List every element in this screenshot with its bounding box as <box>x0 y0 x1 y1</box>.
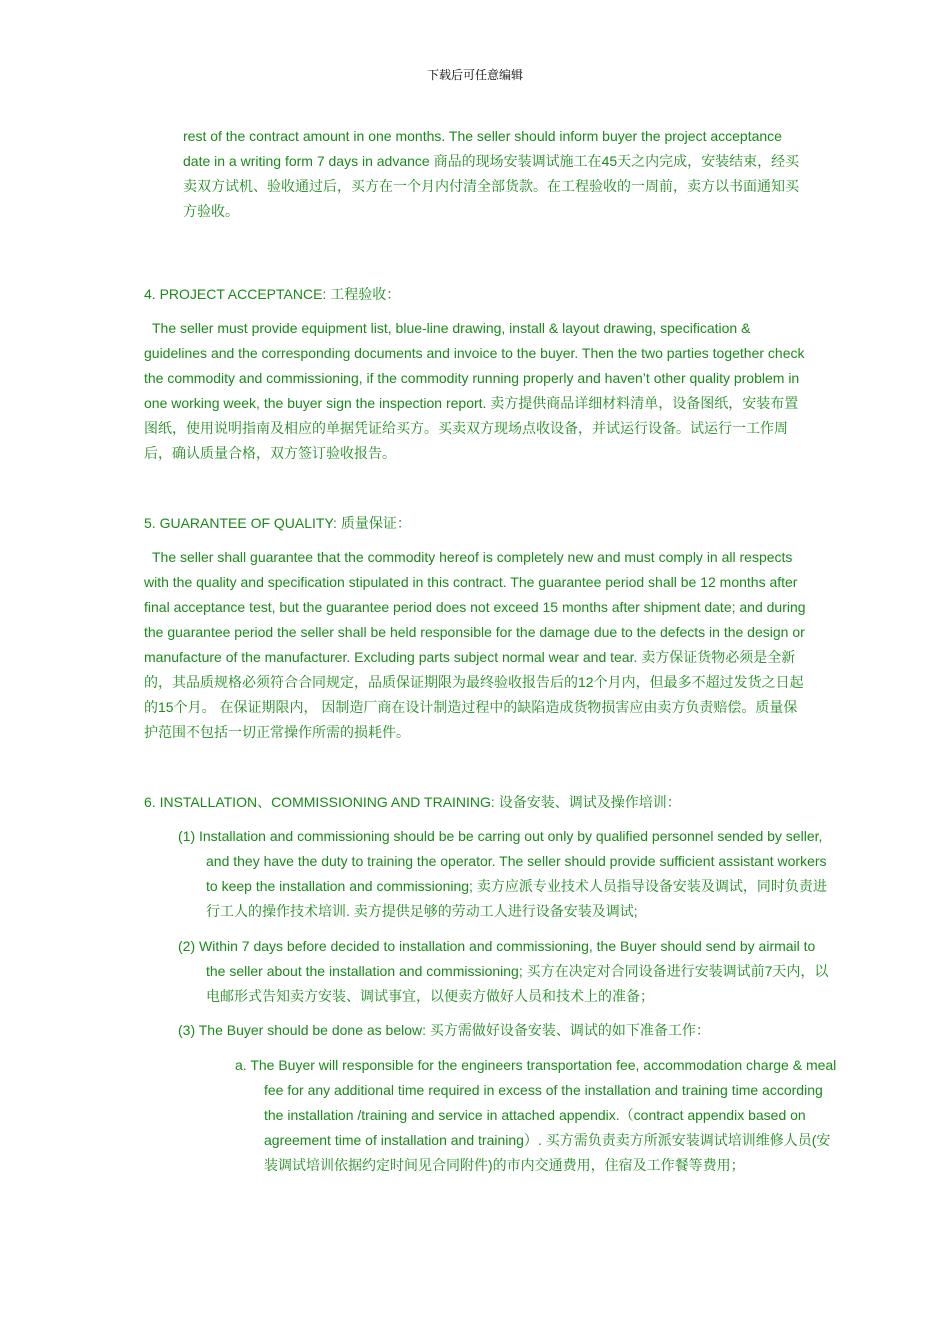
list-item-1: (1) Installation and commissioning should be be carring out only by qualified personnel sended by seller, and they have the duty to training the operator. The seller should provide sufficient assistant workers to keep the installation and commissioning; 卖方应派专业技术人员指导设备安装及调试，同时负责进行工人的操作技术培训. 卖方提供足够的劳动工人进行设备安装及调试; <box>178 828 827 919</box>
section-5-body: The seller shall guarantee that the commodity hereof is completely new and must comply in all respects with the quality and specification stipulated in this contract. The guarantee period shall be 12 months after final acceptance test, but the guarantee period does not exceed 15 months after shipment date; and during the guarantee period the seller shall be held responsible for the damage due to the defects in the design or manufacture of the manufacturer. Excluding parts subject normal wear and tear. 卖方保证货物必须是全新的，其品质规格必须符合合同规定，品质保证期限为最终验收报告后的12个月内，但最多不超过发货之日起的15个月。 在保证期限内， 因制造厂商在设计制造过程中的缺陷造成货物损害应由卖方负责赔偿。质量保护范围不包括一切正常操作所需的损耗件。 <box>144 549 806 740</box>
list-item-3: (3) The Buyer should be done as below: 买方需做好设备安装、调试的如下准备工作： <box>178 1022 710 1038</box>
intro-paragraph: rest of the contract amount in one months. The seller should inform buyer the project acceptance date in a writing form 7 days in advance 商品的现场安装调试施工在45天之内完成，安装结束，经买卖双方试机、验收通过后，买方在一个月内付清全部货款。在工程验收的一周前，卖方以书面通知买方验收。 <box>183 128 800 219</box>
list-item-2: (2) Within 7 days before decided to installation and commissioning, the Buyer should send by airmail to the seller about the installation and commissioning; 买方在决定对合同设备进行安装调试前7天内，以电邮形式告知卖方安装、调试事宜，以便卖方做好人员和技术上的准备； <box>178 938 829 1004</box>
section-5-heading: 5. GUARANTEE OF QUALITY: 质量保证： <box>144 515 411 531</box>
section-4-body: The seller must provide equipment list, blue-line drawing, install & layout drawing, specification & guidelines and the corresponding documents and invoice to the buyer. Then the two parties together check the commodity and commissioning, if the commodity running properly and haven’t other quality problem in one working week, the buyer sign the inspection report. 卖方提供商品详细材料清单，设备图纸，安装布置图纸，使用说明指南及相应的单据凭证给买方。买卖双方现场点收设备，并试运行设备。试运行一工作周后，确认质量合格，双方签订验收报告。 <box>144 320 805 461</box>
page-header: 下载后可任意编辑 <box>426 68 523 82</box>
section-6-heading: 6. INSTALLATION、COMMISSIONING AND TRAINING: 设备安装、调试及操作培训： <box>144 794 681 810</box>
section-4-heading: 4. PROJECT ACCEPTANCE: 工程验收： <box>144 286 401 302</box>
sub-item-a: a. The Buyer will responsible for the engineers transportation fee, accommodation charge & meal fee for any additional time required in excess of the installation and training time according the installation /training and service in attached appendix.（contract appendix based on agreement time of installation and training）. 买方需负责卖方所派安装调试培训维修人员(安装调试培训依据约定时间见合同附件)的市内交通费用，住宿及工作餐等费用； <box>235 1057 837 1173</box>
